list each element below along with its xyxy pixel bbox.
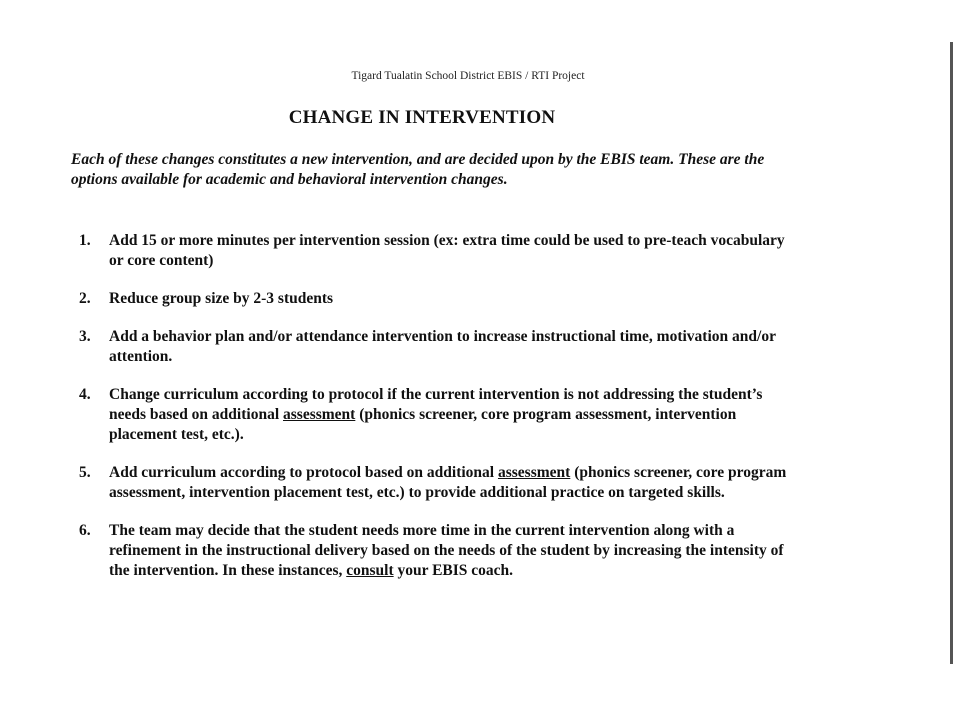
- item-text-start: The team may decide that the student needs more time in the current intervention along with a refinement in the instructional delivery based on the needs of the student by increasing the intensity of the intervention. In these instances,: [109, 522, 784, 579]
- intervention-options-list: [0, 231, 789, 599]
- item-text-end: your EBIS coach.: [393, 562, 514, 579]
- item-text: Reduce group size by 2-3 students: [109, 290, 334, 307]
- consult-link[interactable]: consult: [346, 562, 394, 579]
- item-number: 2.: [79, 290, 91, 307]
- assessment-link[interactable]: assessment: [283, 406, 356, 423]
- list-item-4: [0, 385, 789, 445]
- list-item-2: [0, 289, 789, 309]
- list-item-3: [0, 327, 789, 367]
- assessment-link[interactable]: assessment: [497, 464, 571, 481]
- item-number: 6.: [79, 522, 91, 539]
- item-text: Add 15 or more minutes per intervention session (ex: extra time could be used to pre-teach vocabulary or core content): [109, 232, 785, 269]
- list-item-1: [0, 231, 789, 271]
- document-title: CHANGE IN INTERVENTION: [288, 107, 556, 128]
- list-item-6: [0, 521, 789, 581]
- item-text-end: (phonics screener, core program assessment, intervention placement test, etc.) to provide additional practice on targeted skills.: [109, 464, 787, 501]
- list-item-5: [0, 463, 789, 503]
- item-text-start: Change curriculum according to protocol if the current intervention is not addressing the student’s needs based on additional: [109, 386, 763, 423]
- item-text: Add a behavior plan and/or attendance intervention to increase instructional time, motivation and/or attention.: [109, 328, 776, 365]
- item-number: 4.: [79, 386, 91, 403]
- item-number: 1.: [79, 232, 91, 249]
- page-edge-rule: [950, 42, 953, 664]
- document-header: Tigard Tualatin School District EBIS / RTI Project: [351, 70, 585, 82]
- item-text-end: (phonics screener, core program assessment, intervention placement test, etc.).: [109, 406, 737, 443]
- intro-paragraph: Each of these changes constitutes a new intervention, and are decided upon by the EBIS team. These are the options available for academic and behavioral intervention changes.: [71, 151, 765, 188]
- item-number: 5.: [79, 464, 91, 481]
- item-text-start: Add curriculum according to protocol based on additional: [109, 464, 498, 481]
- item-number: 3.: [79, 328, 91, 345]
